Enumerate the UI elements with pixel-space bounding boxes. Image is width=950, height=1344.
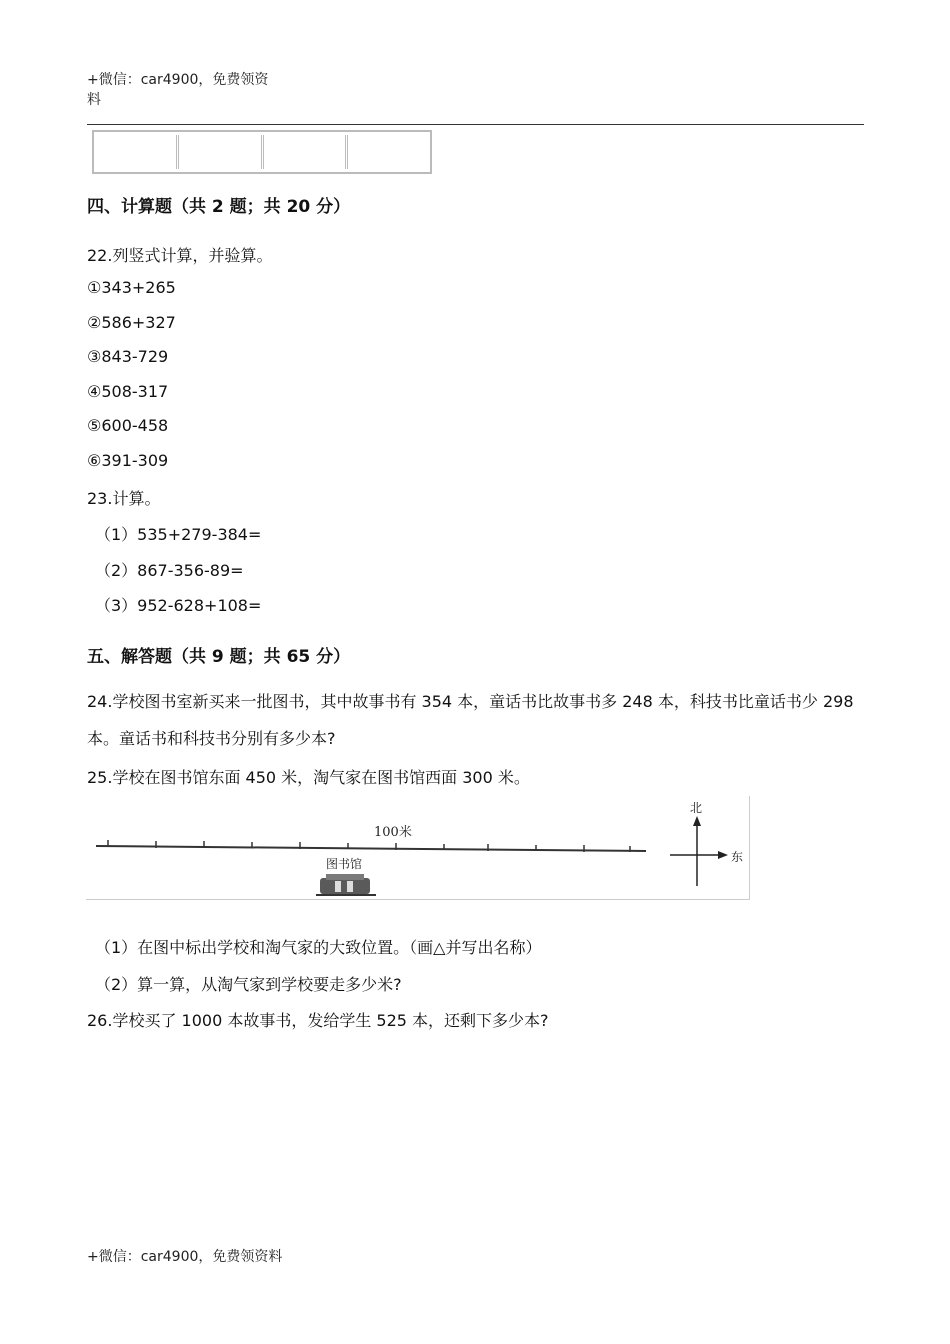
question-23-item: （3）952-628+108= bbox=[95, 596, 262, 615]
answer-cell[interactable] bbox=[94, 135, 179, 169]
header-divider bbox=[87, 124, 864, 125]
header-note-line2: 料 bbox=[87, 92, 101, 108]
question-24-line1: 24.学校图书室新买来一批图书，其中故事书有 354 本，童话书比故事书多 248 本，科技书比童话书少 298 bbox=[87, 692, 854, 711]
question-25-sub1: （1）在图中标出学校和淘气家的大致位置。（画△并写出名称） bbox=[95, 938, 542, 957]
question-22-prompt: 22.列竖式计算，并验算。 bbox=[87, 246, 273, 265]
question-22-item: ⑤600-458 bbox=[87, 416, 169, 435]
section-title-word-problems: 五、解答题（共 9 题；共 65 分） bbox=[87, 647, 351, 667]
question-22-item: ②586+327 bbox=[87, 313, 176, 332]
footer-watermark-note: +微信：car4900，免费领资料 bbox=[87, 1249, 283, 1265]
question-22-item: ①343+265 bbox=[87, 278, 176, 297]
header-watermark-note bbox=[87, 70, 287, 110]
east-label: 东 bbox=[731, 850, 744, 864]
scale-label: 100米 bbox=[374, 825, 412, 840]
question-24-line2: 本。童话书和科技书分别有多少本? bbox=[87, 729, 336, 748]
north-label: 北 bbox=[690, 801, 703, 815]
question-23-prompt: 23.计算。 bbox=[87, 489, 161, 508]
question-22-item: ③843-729 bbox=[87, 347, 169, 366]
number-line bbox=[96, 846, 646, 851]
answer-cell[interactable] bbox=[348, 135, 430, 169]
compass-icon bbox=[670, 816, 728, 886]
answer-cell[interactable] bbox=[264, 135, 349, 169]
question-26-prompt: 26.学校买了 1000 本故事书，发给学生 525 本，还剩下多少本? bbox=[87, 1011, 549, 1030]
header-note-line1: +微信：car4900，免费领资 bbox=[87, 72, 269, 88]
library-building-icon bbox=[316, 874, 376, 895]
question-25-prompt: 25.学校在图书馆东面 450 米，淘气家在图书馆西面 300 米。 bbox=[87, 768, 530, 787]
question-24 bbox=[87, 683, 867, 757]
question-23-item: （1）535+279-384= bbox=[95, 525, 262, 544]
answer-cell[interactable] bbox=[179, 135, 264, 169]
library-label: 图书馆 bbox=[326, 857, 363, 871]
question-22-item: ④508-317 bbox=[87, 382, 169, 401]
position-map-figure bbox=[86, 796, 750, 900]
question-25-sub2: （2）算一算，从淘气家到学校要走多少米? bbox=[95, 975, 402, 994]
question-22-item: ⑥391-309 bbox=[87, 451, 169, 470]
question-23-item: （2）867-356-89= bbox=[95, 561, 244, 580]
position-map-svg bbox=[86, 796, 750, 900]
section-title-calculation: 四、计算题（共 2 题；共 20 分） bbox=[87, 197, 351, 217]
answer-box-table bbox=[92, 130, 432, 174]
